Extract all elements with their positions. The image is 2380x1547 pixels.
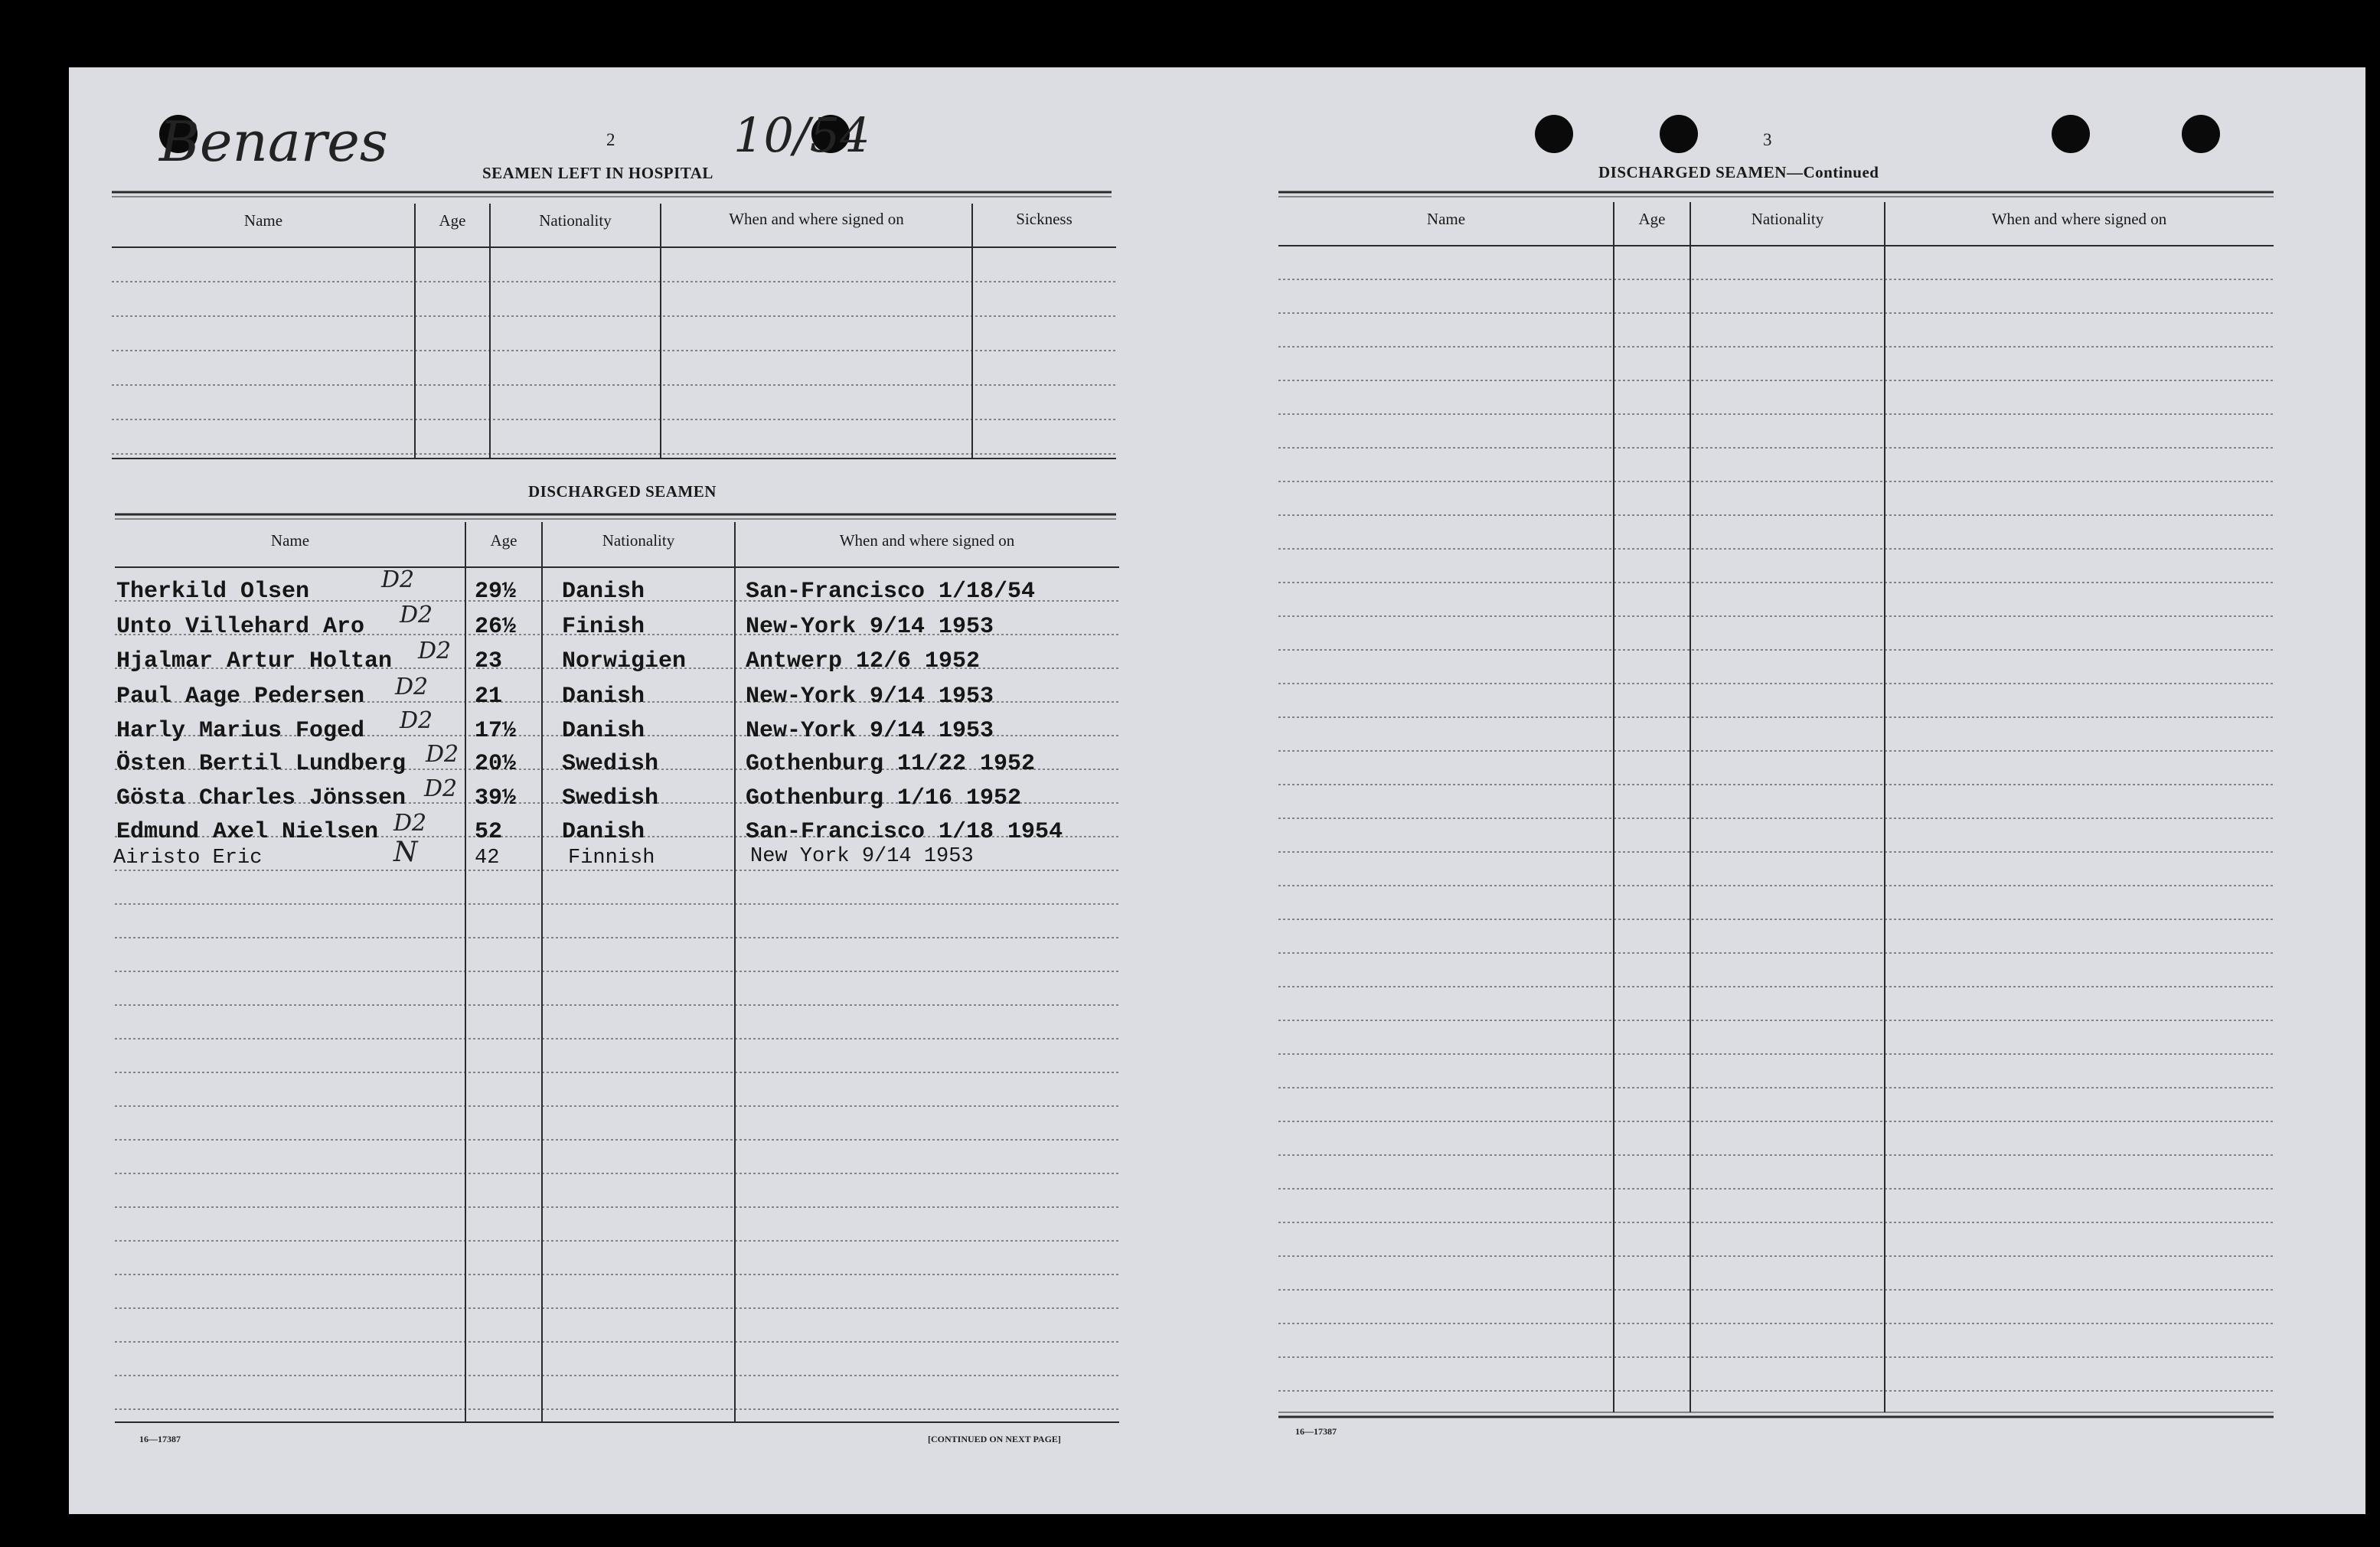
seaman-nationality: Swedish — [562, 785, 659, 811]
continued-note: [CONTINUED ON NEXT PAGE] — [928, 1434, 1061, 1444]
seaman-age: 52 — [475, 819, 503, 845]
discharge-mark: D2 — [400, 707, 433, 734]
seaman-age: 20½ — [475, 751, 517, 777]
seaman-signed-on: San-Francisco 1/18 1954 — [746, 819, 1063, 845]
seaman-name: Paul Aage Pedersen — [116, 684, 365, 710]
seaman-age: 42 — [475, 847, 500, 870]
seaman-signed-on: New-York 9/14 1953 — [746, 718, 994, 744]
discharge-mark: D2 — [424, 775, 458, 802]
seaman-name: Edmund Axel Nielsen — [116, 819, 379, 845]
seaman-nationality: Norwigien — [562, 648, 687, 674]
seaman-nationality: Danish — [562, 718, 645, 744]
seaman-name: Gösta Charles Jönssen — [116, 785, 406, 811]
discharge-mark: N — [393, 837, 418, 868]
seaman-name: Unto Villehard Aro — [116, 614, 365, 640]
seaman-nationality: Danish — [562, 684, 645, 710]
seaman-age: 29½ — [475, 579, 517, 605]
seaman-nationality: Danish — [562, 579, 645, 605]
seaman-signed-on: San-Francisco 1/18/54 — [746, 579, 1036, 605]
seaman-age: 17½ — [475, 718, 517, 744]
hospital-header-signed-on: When and where signed on — [729, 210, 904, 228]
right-header-signed-on: When and where signed on — [1991, 210, 2167, 228]
seaman-name: Airisto Eric — [113, 847, 263, 870]
discharge-mark: D2 — [426, 741, 459, 768]
seaman-nationality: Finnish — [568, 847, 655, 870]
hospital-header-age: Age — [439, 211, 466, 230]
discharged-section-title: DISCHARGED SEAMEN — [528, 482, 717, 501]
hospital-header-name: Name — [243, 211, 283, 230]
hospital-header-sickness: Sickness — [1016, 210, 1072, 228]
discharged-header-name: Name — [270, 531, 310, 550]
seaman-nationality: Swedish — [562, 751, 659, 777]
seaman-name: Östen Bertil Lundberg — [116, 751, 406, 777]
discharged-header-signed-on: When and where signed on — [839, 531, 1015, 550]
discharged-header-age: Age — [490, 531, 517, 550]
document-sheet — [69, 67, 2365, 1514]
seaman-age: 21 — [475, 684, 503, 710]
handwritten-date: 10/54 — [733, 107, 870, 163]
seaman-age: 26½ — [475, 614, 517, 640]
right-section-title: DISCHARGED SEAMEN—Continued — [1598, 163, 1879, 181]
page-number-left: 2 — [606, 130, 615, 149]
seaman-signed-on: New York 9/14 1953 — [750, 845, 974, 868]
right-header-name: Name — [1426, 210, 1466, 228]
seaman-age: 39½ — [475, 785, 517, 811]
form-ruling — [69, 67, 2365, 1514]
seaman-name: Hjalmar Artur Holtan — [116, 648, 393, 674]
seaman-nationality: Finish — [562, 614, 645, 640]
seaman-signed-on: Gothenburg 11/22 1952 — [746, 751, 1036, 777]
hospital-header-nationality: Nationality — [539, 211, 612, 230]
discharged-header-nationality: Nationality — [602, 531, 675, 550]
seaman-name: Harly Marius Foged — [116, 718, 365, 744]
seaman-signed-on: Antwerp 12/6 1952 — [746, 648, 981, 674]
handwritten-port: Benares — [159, 109, 388, 174]
discharge-mark: D2 — [381, 566, 415, 593]
discharge-mark: D2 — [393, 810, 427, 837]
seaman-name: Therkild Olsen — [116, 579, 310, 605]
hospital-section-title: SEAMEN LEFT IN HOSPITAL — [482, 164, 713, 182]
form-number-left: 16—17387 — [139, 1434, 181, 1444]
discharge-mark: D2 — [395, 674, 429, 700]
discharge-mark: D2 — [418, 638, 452, 664]
page-number-right: 3 — [1763, 130, 1772, 149]
right-header-nationality: Nationality — [1751, 210, 1824, 228]
seaman-signed-on: Gothenburg 1/16 1952 — [746, 785, 1022, 811]
seaman-signed-on: New-York 9/14 1953 — [746, 614, 994, 640]
right-header-age: Age — [1638, 210, 1666, 228]
seaman-nationality: Danish — [562, 819, 645, 845]
discharge-mark: D2 — [400, 602, 433, 628]
seaman-age: 23 — [475, 648, 503, 674]
seaman-signed-on: New-York 9/14 1953 — [746, 684, 994, 710]
form-number-right: 16—17387 — [1295, 1426, 1337, 1437]
